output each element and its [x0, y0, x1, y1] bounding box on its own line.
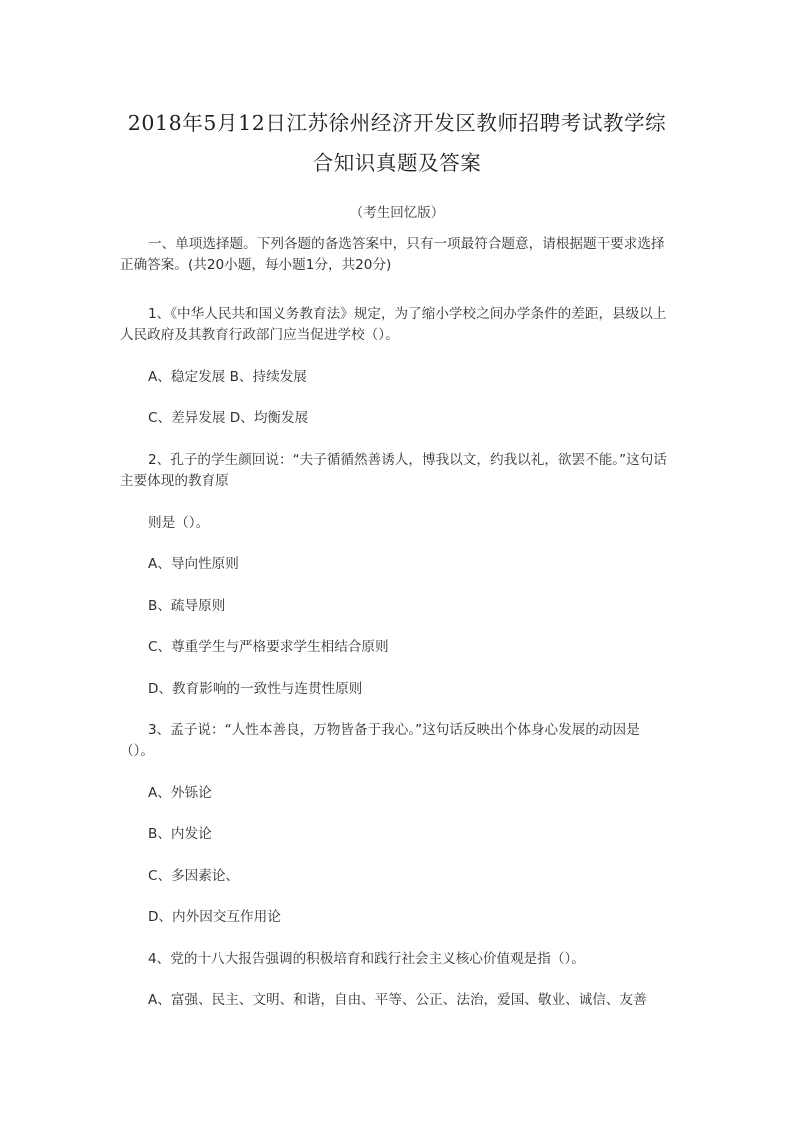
document-title-line-2: 合知识真题及答案 — [312, 151, 482, 175]
document-subtitle: （考生回忆版） — [349, 205, 445, 221]
question-2-option-c: C、尊重学生与严格要求学生相结合原则 — [148, 639, 389, 655]
question-3-option-c: C、多因素论、 — [148, 868, 240, 884]
question-2-option-d: D、教育影响的一致性与连贯性原则 — [148, 681, 363, 697]
question-2-option-b: B、疏导原则 — [148, 598, 226, 614]
question-4-stem: 4、党的十八大报告强调的积极培育和践行社会主义核心价值观是指（）。 — [148, 951, 585, 967]
document-title-line-1: 2018年5月12日江苏徐州经济开发区教师招聘考试教学综 — [127, 111, 667, 135]
question-2-stem: 2、孔子的学生颜回说：“夫子循循然善诱人，博我以文，约我以礼，欲罢不能。”这句话主要体现的教育原 — [120, 452, 667, 489]
question-2-option-a: A、导向性原则 — [148, 556, 239, 572]
question-3-option-d: D、内外因交互作用论 — [148, 909, 281, 925]
question-3-option-a: A、外铄论 — [148, 785, 212, 801]
question-3-option-b: B、内发论 — [148, 826, 212, 842]
question-1-stem: 1、《中华人民共和国义务教育法》规定，为了缩小学校之间办学条件的差距，县级以上人民政府及其教育行政部门应当促进学校（）。 — [120, 306, 667, 343]
question-1-options-cd: C、差异发展 D、均衡发展 — [148, 410, 309, 426]
question-4-option-a: A、富强、民主、文明、和谐，自由、平等、公正、法治，爱国、敬业、诚信、友善 — [148, 992, 647, 1008]
section-heading: 一、单项选择题。下列各题的备选答案中，只有一项最符合题意，请根据题干要求选择正确答案。(共20小题，每小题1分，共20分) — [120, 236, 665, 273]
question-3-stem: 3、孟子说：“人性本善良，万物皆备于我心。”这句话反映出个体身心发展的动因是（）。 — [120, 722, 640, 759]
question-1-options-ab: A、稳定发展 B、持续发展 — [148, 369, 307, 385]
question-2-stem-continued: 则是（）。 — [148, 515, 210, 531]
